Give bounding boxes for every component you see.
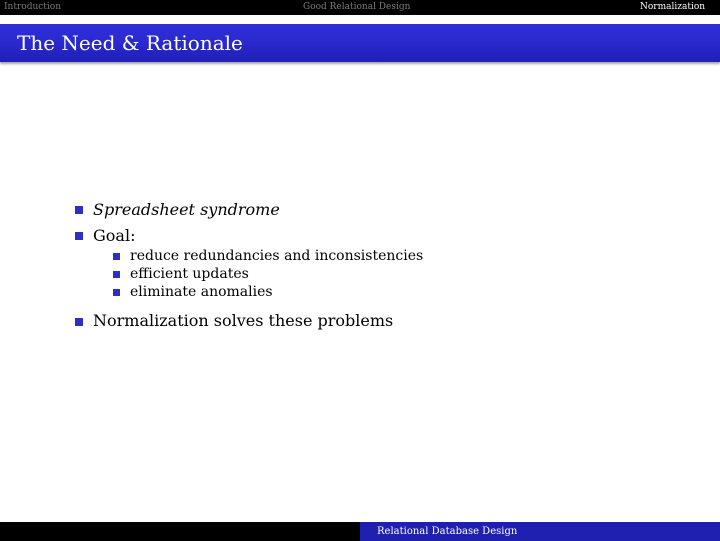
footer-bar [0,522,720,541]
footer-right-panel [360,522,720,541]
sub-bullet-square-icon [113,271,120,278]
footer-presentation-title: Relational Database Design [377,526,518,537]
nav-link-introduction[interactable]: Introduction [4,2,61,12]
sub-bullet-item: eliminate anomalies [130,284,273,300]
top-navigation-bar [0,0,720,15]
slide-title: The Need & Rationale [17,31,243,55]
bullet-item: Spreadsheet syndrome [93,200,280,219]
sub-bullet-item: efficient updates [130,266,249,282]
bullet-square-icon [75,318,83,326]
bullet-square-icon [75,232,83,240]
footer-left-panel [0,522,360,541]
sub-bullet-square-icon [113,253,120,260]
bullet-square-icon [75,206,83,214]
bullet-item: Goal: [93,226,136,245]
nav-link-good-relational-design[interactable]: Good Relational Design [303,2,411,12]
title-bar [0,24,720,62]
sub-bullet-item: reduce redundancies and inconsistencies [130,248,424,264]
sub-bullet-square-icon [113,289,120,296]
nav-link-normalization[interactable]: Normalization [640,2,706,12]
bullet-item: Normalization solves these problems [93,311,394,330]
